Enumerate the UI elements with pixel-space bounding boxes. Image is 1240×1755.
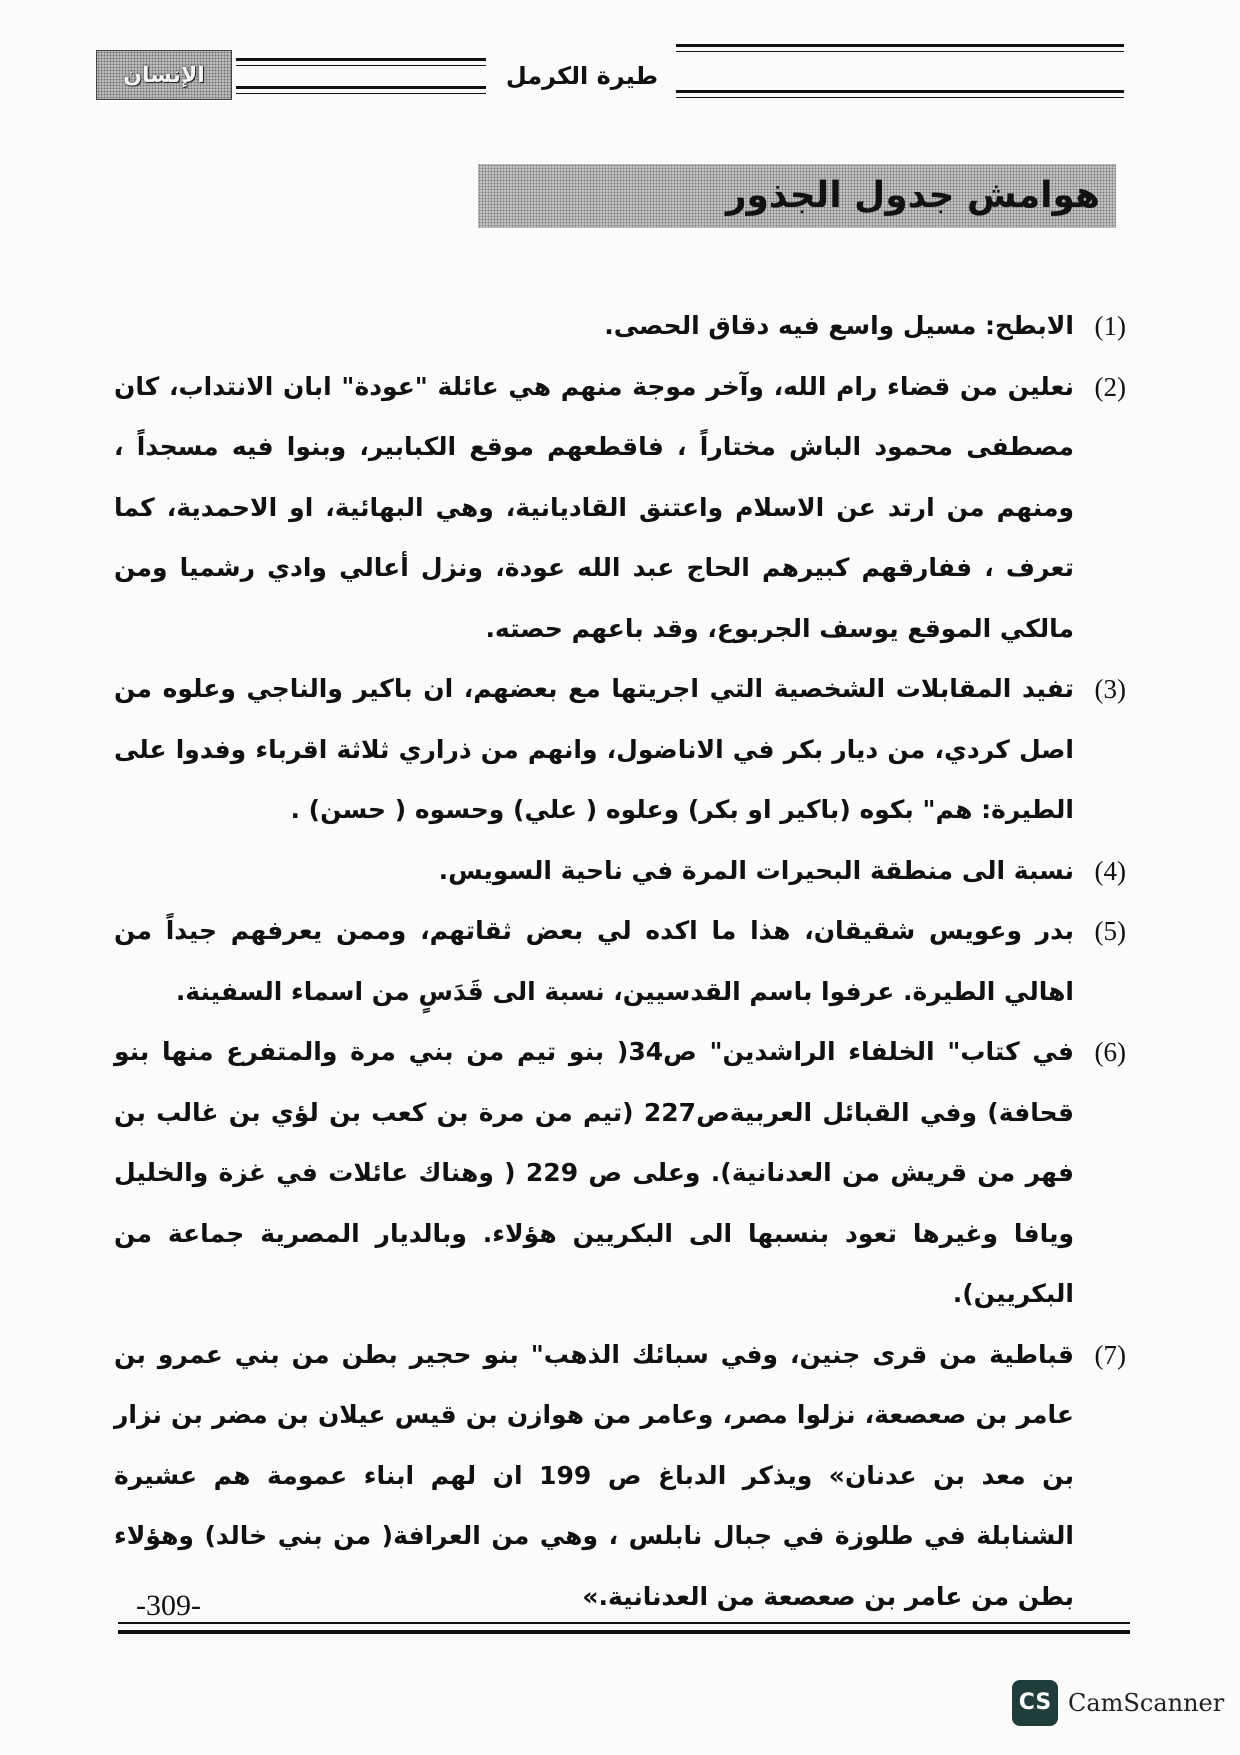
footnote-2 bbox=[114, 357, 1126, 660]
footnote-number: (7) bbox=[1094, 1339, 1126, 1370]
footnote-text: نسبة الى منطقة البحيرات المرة في ناحية السويس. bbox=[438, 855, 1074, 885]
footnote-6 bbox=[114, 1022, 1126, 1325]
footer-rule bbox=[118, 1622, 1130, 1624]
footnote-number: (3) bbox=[1094, 674, 1126, 704]
header-badge: الإنسان bbox=[96, 50, 232, 100]
footnote-number: (6) bbox=[1094, 1037, 1126, 1067]
footnotes-body bbox=[114, 296, 1126, 1627]
footnote-text: في كتاب" الخلفاء الراشدين" ص34( بنو تيم من بني مرة والمتفرع منها بنو قحافة) وفي القبائل العربيةص227 (تيم من مرة بن كعب بن لؤي بن غالب بن فهر من قريش من العدنانية). وعلى ص 229 ( وهناك عائلات في غزة والخليل ويافا وغيرها تعود بنسبها الى البكريين هؤلاء. وبالديار المصرية جماعة من البكريين). bbox=[114, 1037, 1075, 1308]
footnote-text: الابطح: مسيل واسع فيه دقاق الحصى. bbox=[604, 311, 1074, 340]
footnote-number: (5) bbox=[1094, 916, 1126, 946]
page-header bbox=[96, 42, 1124, 106]
footnote-1 bbox=[114, 296, 1126, 357]
camscanner-logo-text: CS bbox=[1018, 1690, 1052, 1715]
footnote-number: (4) bbox=[1094, 855, 1126, 886]
page-number: -309- bbox=[136, 1589, 201, 1622]
footnote-number: (2) bbox=[1094, 371, 1126, 402]
footnote-text: بدر وعويس شقيقان، هذا ما اكده لي بعض ثقاتهم، وممن يعرفهم جيداً من اهالي الطيرة. عرفوا باسم القدسيين، نسبة الى قَدَسٍ من اسماء السفينة. bbox=[114, 916, 1074, 1006]
header-rule bbox=[236, 86, 486, 94]
footnote-7 bbox=[114, 1325, 1126, 1628]
footnote-text: نعلين من قضاء رام الله، وآخر موجة منهم هي عائلة "عودة" ابان الانتداب، كان مصطفى محمود الباش مختاراً ، فاقطعهم موقع الكبابير، وبنوا فيه مسجداً ، ومنهم من ارتد عن الاسلام واعتنق القاديانية، وهي البهائية، او الاحمدية، كما تعرف ، ففارقهم كبيرهم الحاج عبد الله عودة، ونزل أعالي وادي رشميا ومن مالكي الموقع يوسف الجربوع، وقد باعهم حصته. bbox=[114, 371, 1074, 643]
footnote-number: (1) bbox=[1094, 311, 1126, 341]
footnote-5 bbox=[114, 901, 1126, 1022]
camscanner-brand: CamScanner bbox=[1068, 1689, 1225, 1717]
header-rule bbox=[676, 90, 1124, 98]
footnote-3 bbox=[114, 659, 1126, 841]
footer-rule bbox=[118, 1630, 1130, 1634]
footnote-text: قباطية من قرى جنين، وفي سبائك الذهب" بنو حجير بطن من بني عمرو بن عامر بن صعصعة، نزلوا مصر، وعامر من هوازن بن قيس عيلان بن مضر بن نزار بن معد بن عدنان» ويذكر الدباغ ص 199 ان لهم ابناء عمومة هم عشيرة الشنابلة في طلوزة في جبال نابلس ، وهي من العرافة( من بني خالد) وهؤلاء بطن من عامر بن صعصعة من العدنانية.» bbox=[114, 1339, 1074, 1611]
header-rule bbox=[676, 44, 1124, 52]
camscanner-watermark bbox=[1012, 1680, 1225, 1730]
footnote-4 bbox=[114, 841, 1126, 902]
running-title: طيرة الكرمل bbox=[505, 62, 659, 90]
header-rule bbox=[236, 58, 486, 66]
section-title: هوامش جدول الجذور bbox=[478, 164, 1116, 228]
footnote-text: تفيد المقابلات الشخصية التي اجريتها مع بعضهم، ان باكير والناجي وعلوه من اصل كردي، من ديار بكر في الاناضول، وانهم من ذراري ثلاثة اقرباء وفدوا على الطيرة: هم" بكوه (باكير او بكر) وعلوه ( علي) وحسوه ( حسن) . bbox=[114, 674, 1074, 824]
camscanner-logo-icon bbox=[1012, 1680, 1058, 1726]
